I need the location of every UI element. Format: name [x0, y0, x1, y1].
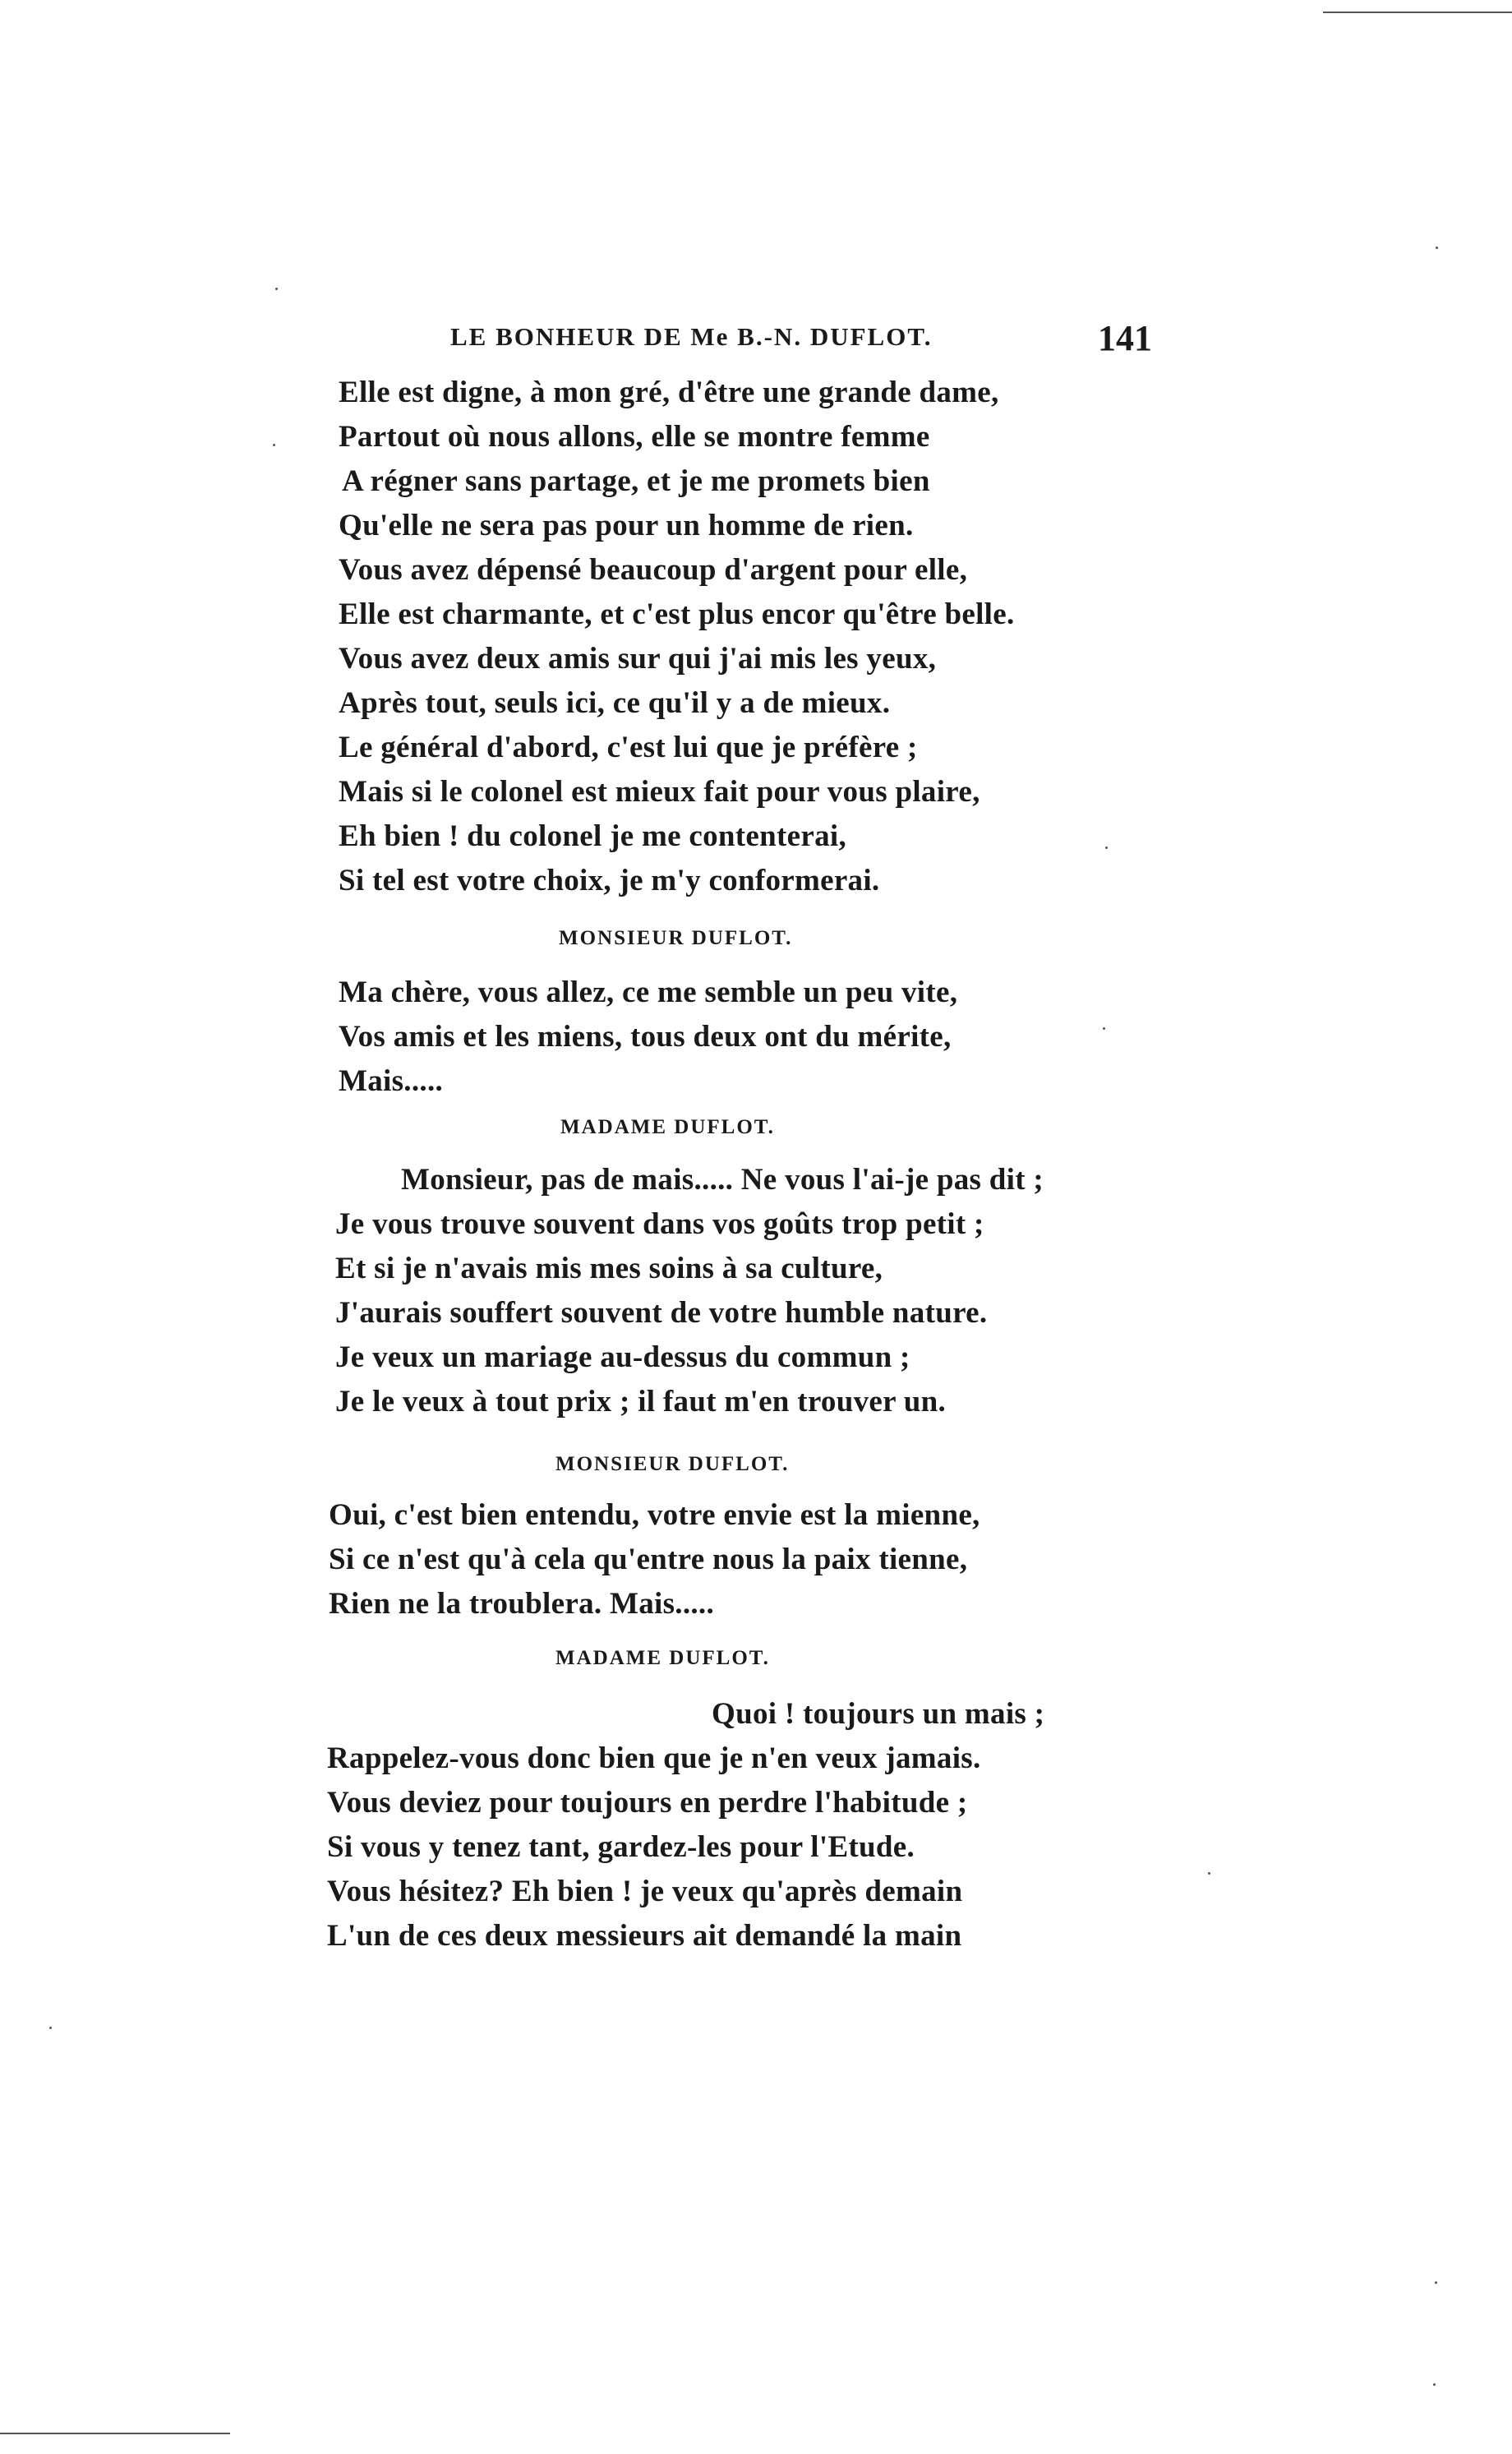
verse-line: Vos amis et les miens, tous deux ont du mérite,	[339, 1020, 952, 1054]
verse-line: Quoi ! toujours un mais ;	[712, 1697, 1045, 1731]
speaker-name: MADAME DUFLOT.	[560, 1116, 775, 1138]
verse-line: Vous avez deux amis sur qui j'ai mis les yeux,	[339, 642, 937, 676]
verse-line: Je veux un mariage au-dessus du commun ;	[335, 1340, 910, 1374]
verse-line: Vous hésitez? Eh bien ! je veux qu'après demain	[327, 1875, 963, 1908]
verse-line: Elle est digne, à mon gré, d'être une grande dame,	[339, 376, 999, 409]
verse-line: Qu'elle ne sera pas pour un homme de rien.	[339, 509, 914, 542]
verse-line: Monsieur, pas de mais..... Ne vous l'ai-je pas dit ;	[401, 1163, 1044, 1197]
verse-line: Vous avez dépensé beaucoup d'argent pour elle,	[339, 553, 968, 587]
scan-speck	[1433, 2383, 1436, 2386]
scan-speck	[1103, 1027, 1105, 1030]
verse-line: Partout où nous allons, elle se montre femme	[339, 420, 930, 454]
scan-speck	[1208, 1872, 1210, 1875]
verse-line: Elle est charmante, et c'est plus encor qu'être belle.	[339, 597, 1015, 631]
verse-line: Rien ne la troublera. Mais.....	[329, 1587, 715, 1621]
verse-line: L'un de ces deux messieurs ait demandé la main	[327, 1919, 962, 1953]
verse-line: Si tel est votre choix, je m'y conformerai.	[339, 864, 880, 897]
scan-edge-line	[0, 2433, 230, 2434]
verse-line: A régner sans partage, et je me promets bien	[342, 464, 930, 498]
verse-line: Si ce n'est qu'à cela qu'entre nous la paix tienne,	[329, 1543, 968, 1576]
speaker-name: MONSIEUR DUFLOT.	[555, 1453, 790, 1475]
verse-line: Eh bien ! du colonel je me contenterai,	[339, 819, 847, 853]
speaker-name: MONSIEUR DUFLOT.	[559, 927, 793, 949]
scan-speck	[49, 2027, 52, 2029]
verse-line: Après tout, seuls ici, ce qu'il y a de mieux.	[339, 686, 891, 720]
verse-line: Si vous y tenez tant, gardez-les pour l'Etude.	[327, 1830, 915, 1864]
verse-line: Ma chère, vous allez, ce me semble un peu vite,	[339, 976, 958, 1009]
page-number: 141	[1098, 318, 1152, 358]
scan-edge-line	[1323, 12, 1512, 13]
verse-line: Rappelez-vous donc bien que je n'en veux jamais.	[327, 1741, 981, 1775]
verse-line: Le général d'abord, c'est lui que je préfère ;	[339, 731, 918, 764]
verse-line: Oui, c'est bien entendu, votre envie est la mienne,	[329, 1498, 980, 1532]
scan-speck	[1105, 846, 1108, 849]
running-header: LE BONHEUR DE Me B.-N. DUFLOT.	[450, 322, 933, 351]
scan-speck	[275, 288, 278, 290]
scan-speck	[273, 444, 275, 446]
verse-line: Et si je n'avais mis mes soins à sa culture,	[335, 1252, 883, 1285]
verse-line: J'aurais souffert souvent de votre humble nature.	[335, 1296, 988, 1330]
verse-line: Mais.....	[339, 1064, 444, 1098]
verse-line: Je le veux à tout prix ; il faut m'en trouver un.	[335, 1385, 947, 1418]
verse-line: Mais si le colonel est mieux fait pour vous plaire,	[339, 775, 980, 809]
speaker-name: MADAME DUFLOT.	[555, 1647, 770, 1669]
verse-line: Vous deviez pour toujours en perdre l'habitude ;	[327, 1786, 968, 1820]
verse-line: Je vous trouve souvent dans vos goûts trop petit ;	[335, 1207, 984, 1241]
scan-speck	[1435, 2281, 1437, 2284]
scan-speck	[1436, 247, 1438, 249]
